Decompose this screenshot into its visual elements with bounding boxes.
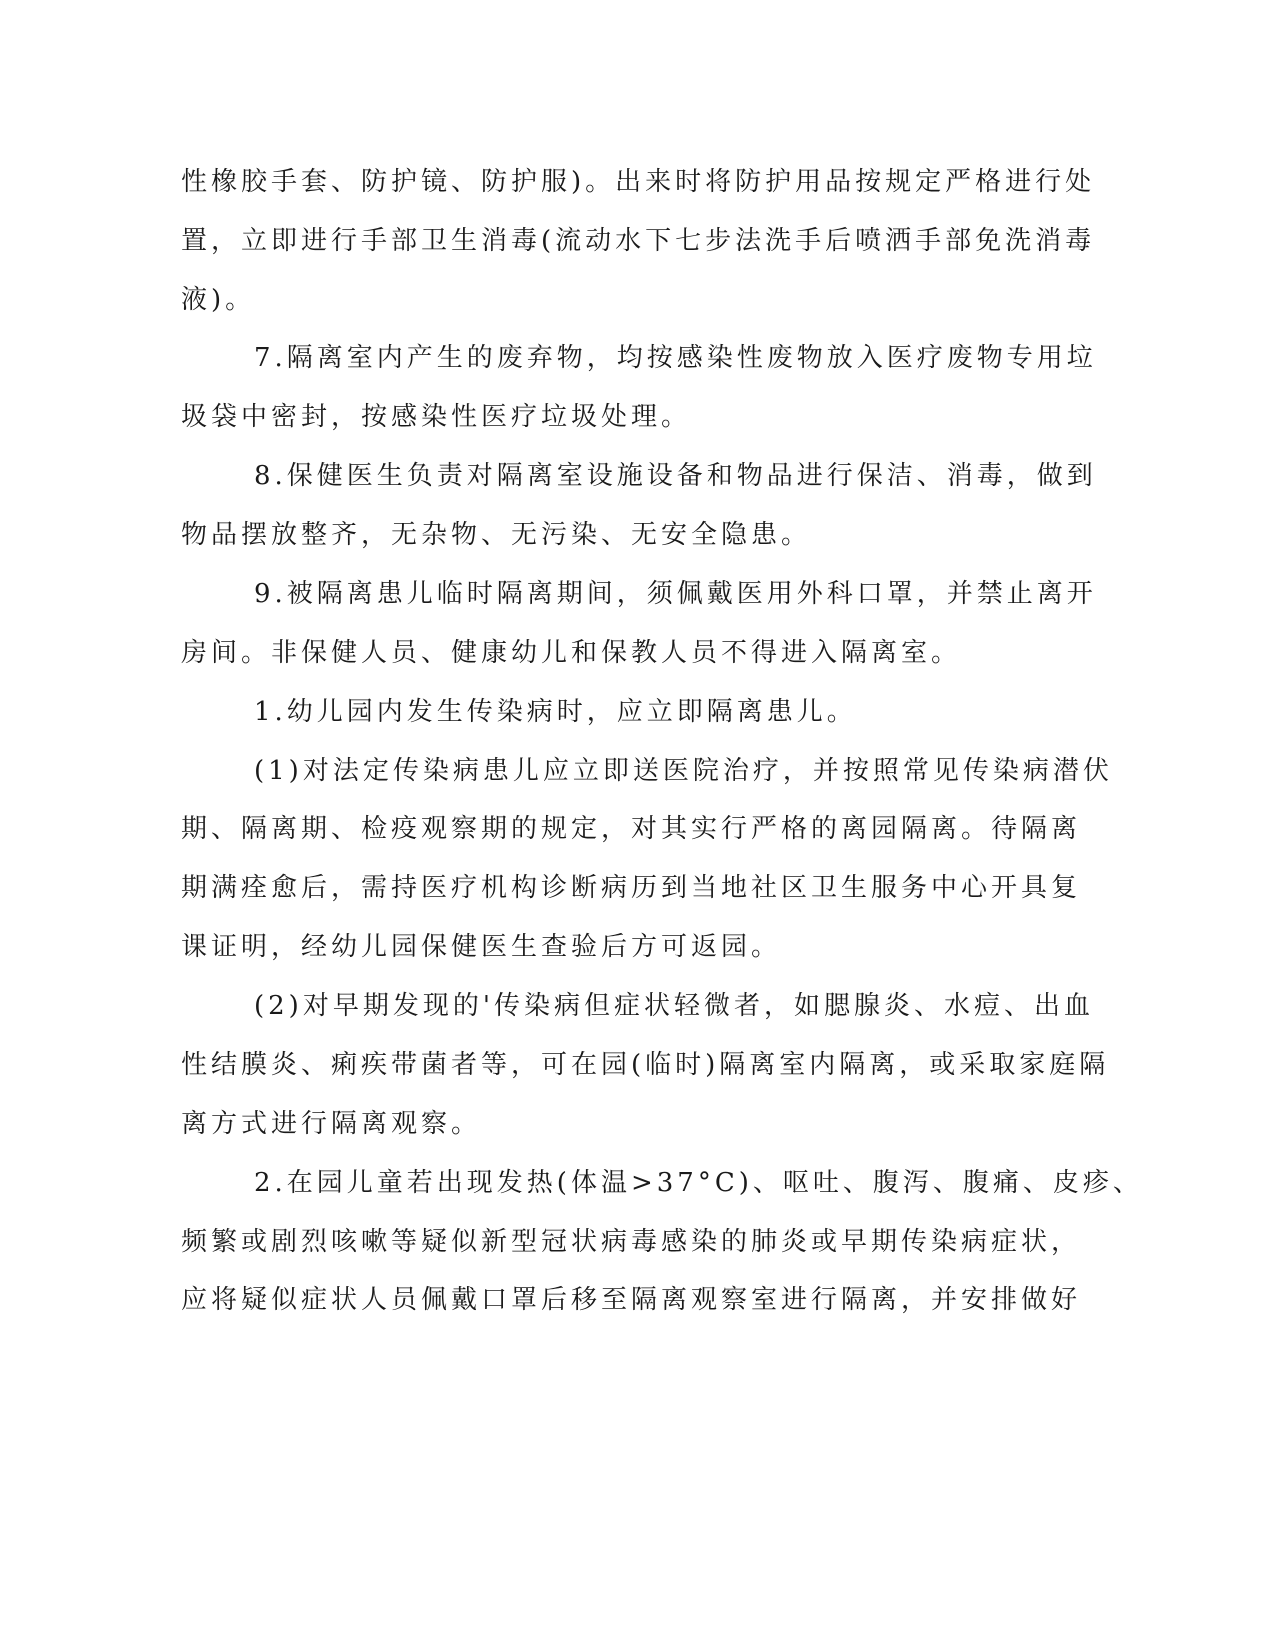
text-line: 课证明，经幼儿园保健医生查验后方可返园。 bbox=[181, 932, 782, 962]
paragraph-start-line: 2.在园儿童若出现发热(体温>37°C)、呕吐、腹泻、腹痛、皮疹、 bbox=[254, 1168, 1143, 1198]
text-line: 期、隔离期、检疫观察期的规定，对其实行严格的离园隔离。待隔离 bbox=[181, 814, 1082, 844]
paragraph-start-line: 7.隔离室内产生的废弃物，均按感染性废物放入医疗废物专用垃 bbox=[254, 343, 1097, 373]
text-line: 房间。非保健人员、健康幼儿和保教人员不得进入隔离室。 bbox=[181, 638, 962, 668]
paragraph-start-line: (2)对早期发现的'传染病但症状轻微者，如腮腺炎、水痘、出血 bbox=[254, 991, 1094, 1021]
text-line: 置，立即进行手部卫生消毒(流动水下七步法洗手后喷洒手部免洗消毒 bbox=[181, 226, 1096, 256]
paragraph-start-line: (1)对法定传染病患儿应立即送医院治疗，并按照常见传染病潜伏 bbox=[254, 756, 1113, 786]
text-line: 频繁或剧烈咳嗽等疑似新型冠状病毒感染的肺炎或早期传染病症状， bbox=[181, 1227, 1082, 1257]
paragraph-start-line: 8.保健医生负责对隔离室设施设备和物品进行保洁、消毒，做到 bbox=[254, 461, 1097, 491]
paragraph-start-line: 9.被隔离患儿临时隔离期间，须佩戴医用外科口罩，并禁止离开 bbox=[254, 579, 1097, 609]
text-line: 应将疑似症状人员佩戴口罩后移至隔离观察室进行隔离，并安排做好 bbox=[181, 1285, 1082, 1315]
text-line: 圾袋中密封，按感染性医疗垃圾处理。 bbox=[181, 402, 692, 432]
text-line: 物品摆放整齐，无杂物、无污染、无安全隐患。 bbox=[181, 520, 812, 550]
text-line: 性橡胶手套、防护镜、防护服)。出来时将防护用品按规定严格进行处 bbox=[181, 167, 1096, 197]
text-line: 液)。 bbox=[181, 285, 256, 315]
text-line: 性结膜炎、痢疾带菌者等，可在园(临时)隔离室内隔离，或采取家庭隔 bbox=[181, 1050, 1110, 1080]
text-line: 期满痊愈后，需持医疗机构诊断病历到当地社区卫生服务中心开具复 bbox=[181, 873, 1082, 903]
text-line: 离方式进行隔离观察。 bbox=[181, 1109, 482, 1139]
paragraph-start-line: 1.幼儿园内发生传染病时，应立即隔离患儿。 bbox=[254, 697, 857, 727]
